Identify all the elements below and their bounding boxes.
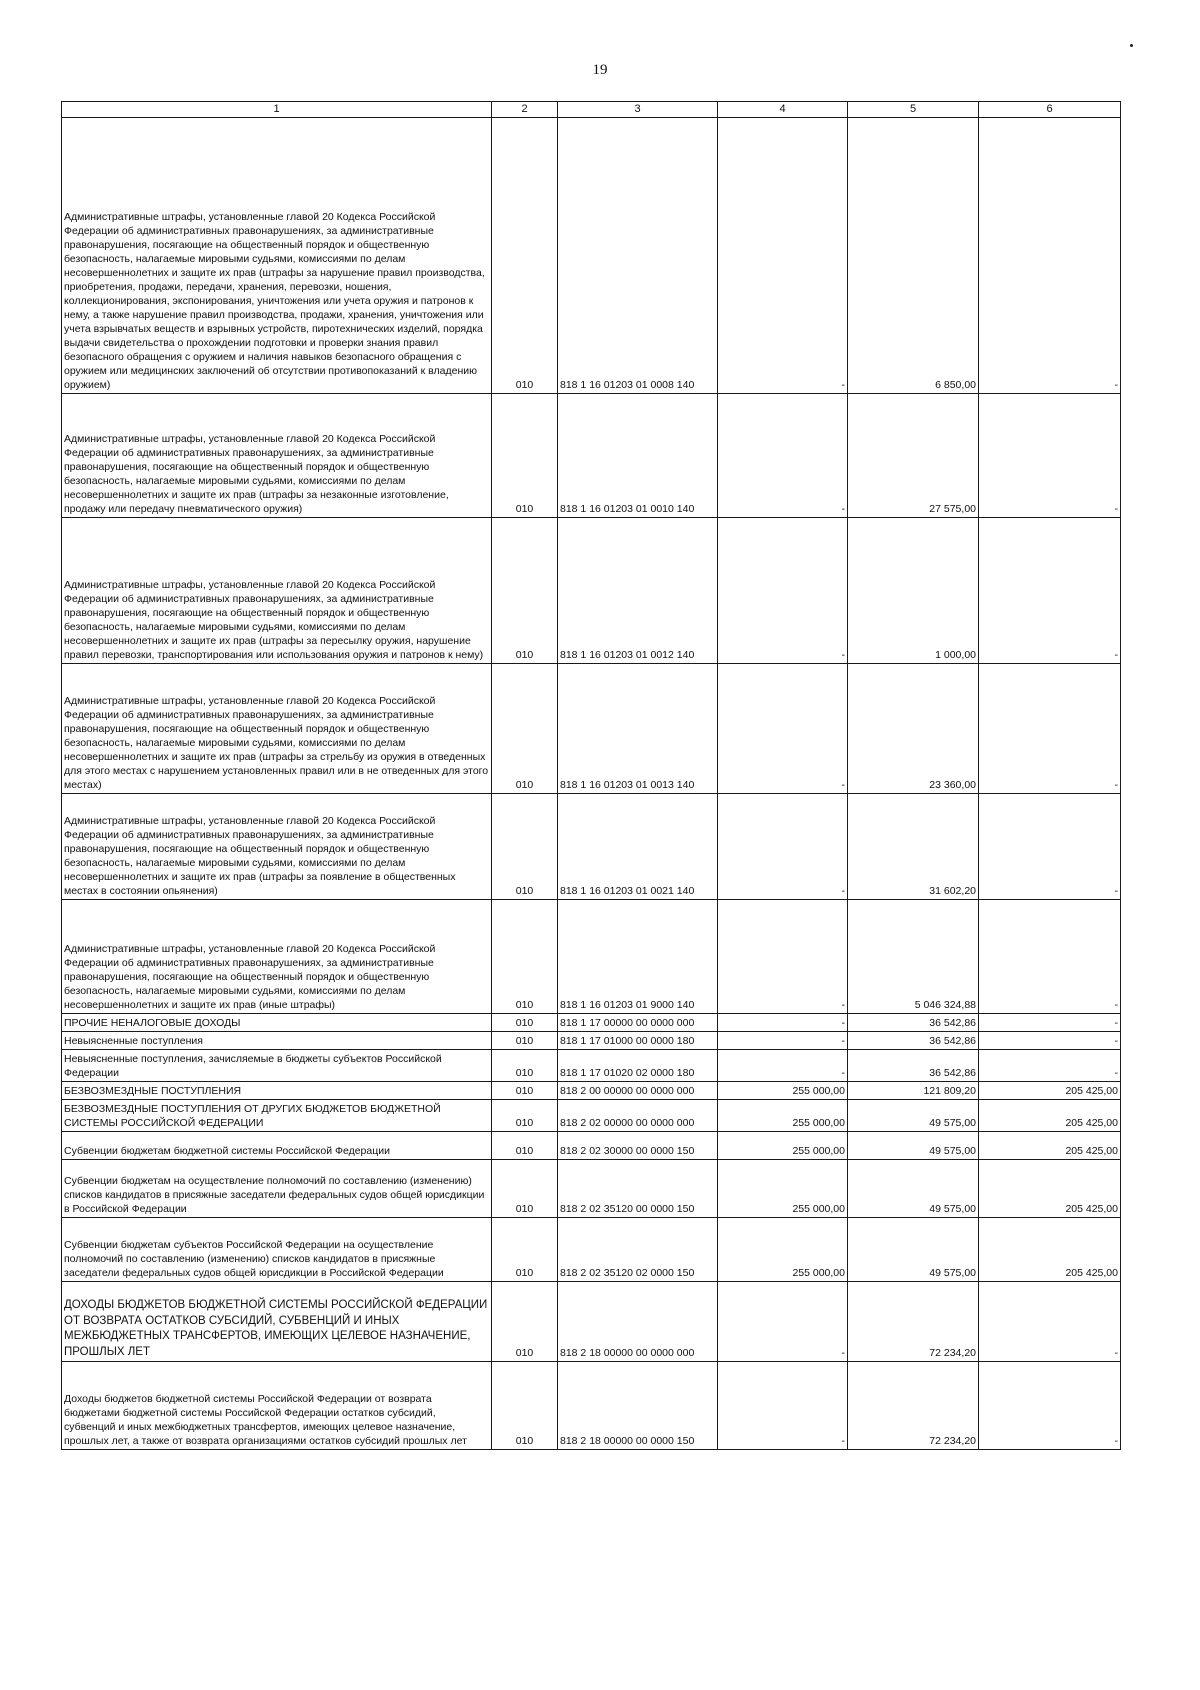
table-row: [62, 1282, 1121, 1362]
row-value-col4: -: [718, 900, 848, 1014]
row-line-code: 010: [492, 794, 558, 900]
row-value-col4: -: [718, 1032, 848, 1050]
row-value-col4: 255 000,00: [718, 1132, 848, 1160]
row-value-col4: -: [718, 1362, 848, 1450]
row-budget-code: 818 2 18 00000 00 0000 000: [558, 1282, 718, 1362]
row-name: Административные штрафы, установленные главой 20 Кодекса Российской Федерации об административных правонарушениях, за административные правонарушения, посягающие на общественный порядок и общественную безопасность, налагаемые мировыми судьями, комиссиями по делам несовершеннолетних и защите их прав (штрафы за появление в общественных местах в состоянии опьянения): [62, 794, 492, 900]
column-header: 5: [848, 102, 979, 118]
row-value-col6: -: [979, 1032, 1121, 1050]
row-value-col6: 205 425,00: [979, 1160, 1121, 1218]
row-line-code: 010: [492, 394, 558, 518]
table-row: [62, 518, 1121, 664]
row-line-code: 010: [492, 518, 558, 664]
row-name: Субвенции бюджетам субъектов Российской Федерации на осуществление полномочий по составлению (изменению) списков кандидатов в присяжные заседатели федеральных судов общей юрисдикции в Российской Федерации: [62, 1218, 492, 1282]
row-line-code: 010: [492, 664, 558, 794]
row-value-col6: -: [979, 794, 1121, 900]
row-value-col4: -: [718, 1282, 848, 1362]
row-line-code: 010: [492, 1050, 558, 1082]
page-number: 19: [592, 62, 608, 78]
row-name: Административные штрафы, установленные главой 20 Кодекса Российской Федерации об административных правонарушениях, за административные правонарушения, посягающие на общественный порядок и общественную безопасность, налагаемые мировыми судьями, комиссиями по делам несовершеннолетних и защите их прав (иные штрафы): [62, 900, 492, 1014]
row-value-col5: 5 046 324,88: [848, 900, 979, 1014]
row-line-code: 010: [492, 1160, 558, 1218]
row-budget-code: 818 2 02 30000 00 0000 150: [558, 1132, 718, 1160]
row-name: ДОХОДЫ БЮДЖЕТОВ БЮДЖЕТНОЙ СИСТЕМЫ РОССИЙСКОЙ ФЕДЕРАЦИИ ОТ ВОЗВРАТА ОСТАТКОВ СУБСИДИЙ, СУБВЕНЦИЙ И ИНЫХ МЕЖБЮДЖЕТНЫХ ТРАНСФЕРТОВ, ИМЕЮЩИХ ЦЕЛЕВОЕ НАЗНАЧЕНИЕ, ПРОШЛЫХ ЛЕТ: [62, 1282, 492, 1362]
row-value-col5: 23 360,00: [848, 664, 979, 794]
row-name: Невыясненные поступления: [62, 1032, 492, 1050]
row-value-col6: 205 425,00: [979, 1132, 1121, 1160]
row-value-col6: -: [979, 518, 1121, 664]
row-value-col4: 255 000,00: [718, 1082, 848, 1100]
row-value-col6: -: [979, 900, 1121, 1014]
row-value-col4: -: [718, 664, 848, 794]
table-row: [62, 1082, 1121, 1100]
row-value-col4: 255 000,00: [718, 1218, 848, 1282]
column-header: 3: [558, 102, 718, 118]
row-value-col4: 255 000,00: [718, 1100, 848, 1132]
row-line-code: 010: [492, 1362, 558, 1450]
table-row: [62, 1362, 1121, 1450]
row-value-col6: -: [979, 394, 1121, 518]
row-line-code: 010: [492, 1032, 558, 1050]
row-value-col5: 27 575,00: [848, 394, 979, 518]
row-line-code: 010: [492, 1282, 558, 1362]
row-value-col4: -: [718, 794, 848, 900]
column-header-row: [62, 102, 1121, 118]
row-value-col6: 205 425,00: [979, 1218, 1121, 1282]
row-value-col4: -: [718, 1050, 848, 1082]
row-budget-code: 818 2 18 00000 00 0000 150: [558, 1362, 718, 1450]
row-budget-code: 818 1 17 01020 02 0000 180: [558, 1050, 718, 1082]
row-budget-code: 818 1 16 01203 01 0021 140: [558, 794, 718, 900]
table-row: [62, 1032, 1121, 1050]
row-budget-code: 818 1 17 01000 00 0000 180: [558, 1032, 718, 1050]
table-row: [62, 1100, 1121, 1132]
row-value-col5: 36 542,86: [848, 1032, 979, 1050]
row-budget-code: 818 1 17 00000 00 0000 000: [558, 1014, 718, 1032]
table-row: [62, 1050, 1121, 1082]
row-value-col5: 72 234,20: [848, 1282, 979, 1362]
column-header: 4: [718, 102, 848, 118]
row-value-col4: -: [718, 394, 848, 518]
table-row: [62, 900, 1121, 1014]
row-value-col5: 36 542,86: [848, 1050, 979, 1082]
row-budget-code: 818 2 02 35120 00 0000 150: [558, 1160, 718, 1218]
row-value-col5: 49 575,00: [848, 1160, 979, 1218]
column-header: 6: [979, 102, 1121, 118]
row-line-code: 010: [492, 900, 558, 1014]
row-value-col6: 205 425,00: [979, 1100, 1121, 1132]
row-value-col5: 31 602,20: [848, 794, 979, 900]
column-header: 2: [492, 102, 558, 118]
column-header: 1: [62, 102, 492, 118]
row-name: Административные штрафы, установленные главой 20 Кодекса Российской Федерации об административных правонарушениях, за административные правонарушения, посягающие на общественный порядок и общественную безопасность, налагаемые мировыми судьями, комиссиями по делам несовершеннолетних и защите их прав (штрафы за стрельбу из оружия в отведенных для этого местах с нарушением установленных правил или в не отведенных для этого местах): [62, 664, 492, 794]
table-row: [62, 118, 1121, 394]
row-value-col6: -: [979, 1362, 1121, 1450]
table-row: [62, 1218, 1121, 1282]
row-line-code: 010: [492, 118, 558, 394]
row-budget-code: 818 1 16 01203 01 9000 140: [558, 900, 718, 1014]
row-name: Субвенции бюджетам бюджетной системы Российской Федерации: [62, 1132, 492, 1160]
row-line-code: 010: [492, 1132, 558, 1160]
row-value-col6: -: [979, 1050, 1121, 1082]
table-row: [62, 794, 1121, 900]
row-line-code: 010: [492, 1218, 558, 1282]
row-name: Административные штрафы, установленные главой 20 Кодекса Российской Федерации об административных правонарушениях, за административные правонарушения, посягающие на общественный порядок и общественную безопасность, налагаемые мировыми судьями, комиссиями по делам несовершеннолетних и защите их прав (штрафы за незаконные изготовление, продажу или передачу пневматического оружия): [62, 394, 492, 518]
row-line-code: 010: [492, 1014, 558, 1032]
row-budget-code: 818 1 16 01203 01 0008 140: [558, 118, 718, 394]
scan-dot: [1130, 44, 1133, 47]
row-value-col5: 1 000,00: [848, 518, 979, 664]
row-value-col6: -: [979, 664, 1121, 794]
row-value-col5: 72 234,20: [848, 1362, 979, 1450]
row-budget-code: 818 1 16 01203 01 0012 140: [558, 518, 718, 664]
row-line-code: 010: [492, 1082, 558, 1100]
row-value-col6: 205 425,00: [979, 1082, 1121, 1100]
row-name: Административные штрафы, установленные главой 20 Кодекса Российской Федерации об административных правонарушениях, за административные правонарушения, посягающие на общественный порядок и общественную безопасность, налагаемые мировыми судьями, комиссиями по делам несовершеннолетних и защите их прав (штрафы за нарушение правил производства, приобретения, продажи, передачи, хранения, перевозки, ношения, коллекционирования, экспонирования, уничтожения или учета оружия и патронов к нему, а также нарушение правил производства, продажи, хранения, уничтожения или учета взрывчатых веществ и взрывных устройств, пиротехнических изделий, порядка выдачи свидетельства о прохождении подготовки и проверки знания правил безопасного обращения с оружием и наличия навыков безопасного обращения с оружием или медицинских заключений об отсутствии противопоказаний к владению оружием): [62, 118, 492, 394]
row-name: Административные штрафы, установленные главой 20 Кодекса Российской Федерации об административных правонарушениях, за административные правонарушения, посягающие на общественный порядок и общественную безопасность, налагаемые мировыми судьями, комиссиями по делам несовершеннолетних и защите их прав (штрафы за пересылку оружия, нарушение правил перевозки, транспортирования или использования оружия и патронов к нему): [62, 518, 492, 664]
row-budget-code: 818 2 00 00000 00 0000 000: [558, 1082, 718, 1100]
row-budget-code: 818 2 02 00000 00 0000 000: [558, 1100, 718, 1132]
row-budget-code: 818 1 16 01203 01 0013 140: [558, 664, 718, 794]
row-value-col6: -: [979, 1282, 1121, 1362]
table-row: [62, 664, 1121, 794]
row-line-code: 010: [492, 1100, 558, 1132]
row-value-col5: 49 575,00: [848, 1132, 979, 1160]
row-value-col4: -: [718, 1014, 848, 1032]
row-value-col5: 49 575,00: [848, 1218, 979, 1282]
row-name: Доходы бюджетов бюджетной системы Российской Федерации от возврата бюджетами бюджетной системы Российской Федерации остатков субсидий, субвенций и иных межбюджетных трансфертов, имеющих целевое назначение, прошлых лет, а также от возврата организациями остатков субсидий прошлых лет: [62, 1362, 492, 1450]
row-value-col5: 6 850,00: [848, 118, 979, 394]
table-row: [62, 1132, 1121, 1160]
row-name: Невыясненные поступления, зачисляемые в бюджеты субъектов Российской Федерации: [62, 1050, 492, 1082]
row-budget-code: 818 2 02 35120 02 0000 150: [558, 1218, 718, 1282]
row-budget-code: 818 1 16 01203 01 0010 140: [558, 394, 718, 518]
row-name: БЕЗВОЗМЕЗДНЫЕ ПОСТУПЛЕНИЯ ОТ ДРУГИХ БЮДЖЕТОВ БЮДЖЕТНОЙ СИСТЕМЫ РОССИЙСКОЙ ФЕДЕРАЦИИ: [62, 1100, 492, 1132]
row-value-col5: 121 809,20: [848, 1082, 979, 1100]
row-value-col5: 36 542,86: [848, 1014, 979, 1032]
row-value-col6: -: [979, 118, 1121, 394]
table-row: [62, 394, 1121, 518]
row-value-col6: -: [979, 1014, 1121, 1032]
row-value-col4: -: [718, 118, 848, 394]
table-row: [62, 1160, 1121, 1218]
table-row: [62, 1014, 1121, 1032]
row-name: ПРОЧИЕ НЕНАЛОГОВЫЕ ДОХОДЫ: [62, 1014, 492, 1032]
row-value-col5: 49 575,00: [848, 1100, 979, 1132]
row-name: Субвенции бюджетам на осуществление полномочий по составлению (изменению) списков кандидатов в присяжные заседатели федеральных судов общей юрисдикции в Российской Федерации: [62, 1160, 492, 1218]
row-name: БЕЗВОЗМЕЗДНЫЕ ПОСТУПЛЕНИЯ: [62, 1082, 492, 1100]
row-value-col4: -: [718, 518, 848, 664]
row-value-col4: 255 000,00: [718, 1160, 848, 1218]
revenue-table: [61, 101, 1121, 1450]
